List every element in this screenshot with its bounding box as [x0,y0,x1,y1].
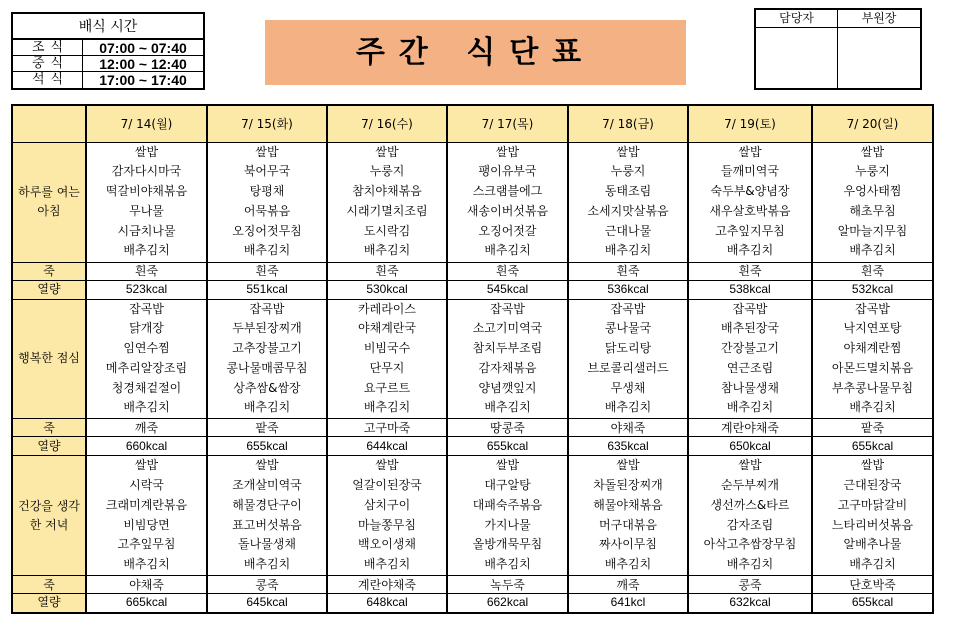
menu-item: 잡곡밥 [129,301,164,316]
porridge-cell: 계란야채죽 [327,576,447,594]
day-header-cell: 7/ 16(수) [327,105,447,142]
menu-item: 탕평채 [249,184,285,199]
menu-item: 잡곡밥 [249,301,285,316]
meal-cell [688,142,812,262]
meal-cell [812,456,933,576]
menu-item: 상추쌈&쌈장 [233,380,301,395]
menu-item: 순두부찌개 [721,478,779,493]
menu-item: 머구대볶음 [599,517,657,532]
menu-item: 쌀밥 [860,144,885,159]
meal-cell [568,456,688,576]
meal-cell [86,142,207,262]
meal-cell [207,299,327,419]
menu-item: 간장불고기 [721,341,779,356]
menu-item: 배추김치 [726,557,774,572]
menu-item: 닭개장 [129,321,164,336]
menu-item: 배추김치 [243,243,291,258]
approval-header-director: 부원장 [838,10,920,28]
menu-item: 잡곡밥 [855,301,890,316]
porridge-cell: 깨죽 [568,576,688,594]
menu-item: 쌀밥 [134,458,159,473]
porridge-cell: 흰죽 [688,262,812,280]
meal-cell [688,456,812,576]
menu-item: 배추김치 [849,557,896,572]
day-header-cell: 7/ 20(일) [812,105,933,142]
kcal-cell: 655kcal [812,437,933,456]
menu-item: 시락국 [129,478,164,493]
meal-cell [86,456,207,576]
meal-row [12,456,933,576]
menu-item: 소고기미역국 [472,321,543,336]
menu-item: 쌀밥 [495,144,520,159]
menu-item: 북어무국 [243,164,291,179]
menu-item: 가지나물 [484,517,531,532]
kcal-cell: 538kcal [688,280,812,299]
porridge-row [12,576,933,594]
meal-cell [447,299,568,419]
menu-item: 무나물 [129,203,164,218]
menu-item: 쌀밥 [495,458,520,473]
menu-item: 숙두부&양념장 [710,184,790,199]
meal-cell [447,456,568,576]
meal-time-label: 중식 [13,56,83,71]
menu-item: 잡곡밥 [610,301,646,316]
porridge-cell: 깨죽 [86,419,207,437]
menu-item: 동태조림 [604,184,652,199]
menu-item: 쌀밥 [738,458,762,473]
kcal-cell: 536kcal [568,280,688,299]
porridge-cell: 흰죽 [207,262,327,280]
porridge-label: 죽 [12,419,86,437]
kcal-cell: 655kcal [812,594,933,613]
kcal-label: 열량 [12,594,86,613]
menu-item: 배추김치 [123,400,170,415]
menu-item: 콩나물매콤무침 [226,360,308,375]
menu-item: 느타리버섯볶음 [831,517,914,532]
menu-item: 배추김치 [484,557,531,572]
menu-item: 콩나물국 [604,321,652,336]
menu-item: 떡갈비야채볶음 [105,184,188,199]
meal-cell [207,456,327,576]
porridge-label: 죽 [12,262,86,280]
menu-item: 고추잎지무침 [715,223,785,238]
menu-item: 야채계란국 [358,321,416,336]
menu-item: 배추김치 [243,557,291,572]
menu-item: 두부된장찌개 [232,321,302,336]
menu-item: 쌀밥 [255,458,279,473]
menu-item: 차돌된장찌개 [593,478,663,493]
kcal-row [12,280,933,299]
meal-cell [327,456,447,576]
meal-time-row-dinner [13,72,203,88]
menu-item: 임연수찜 [123,341,170,356]
porridge-cell: 콩죽 [207,576,327,594]
kcal-label: 열량 [12,437,86,456]
menu-item: 감자채볶음 [478,360,537,375]
porridge-cell: 계란야채죽 [688,419,812,437]
meal-row [12,299,933,419]
meal-time-box [11,12,205,90]
menu-item: 요구르트 [363,380,411,395]
menu-item: 쌀밥 [616,144,640,159]
meal-time-value: 17:00 ~ 17:40 [99,72,187,88]
day-header-cell: 7/ 17(목) [447,105,568,142]
menu-item: 해물경단구이 [232,497,302,512]
porridge-row [12,262,933,280]
menu-item: 청경채겉절이 [111,380,182,395]
menu-item: 배추김치 [363,400,411,415]
kcal-row [12,437,933,456]
kcal-label: 열량 [12,280,86,299]
menu-item: 해물야채볶음 [593,497,663,512]
corner-cell [12,105,86,142]
approval-column [838,10,920,88]
porridge-cell: 팥죽 [207,419,327,437]
menu-item: 오징어젓무침 [232,223,302,238]
kcal-cell: 551kcal [207,280,327,299]
menu-item: 누룽지 [610,164,646,179]
menu-item: 새우살호박볶음 [709,203,791,218]
menu-item: 잡곡밥 [490,301,525,316]
meal-cell [327,299,447,419]
meal-cell [207,142,327,262]
approval-box [754,8,922,90]
menu-item: 쌀밥 [860,458,885,473]
menu-item: 쌀밥 [375,458,399,473]
porridge-cell: 흰죽 [447,262,568,280]
meal-section-label: 하루를 여는 아침 [12,142,86,262]
menu-item: 고추잎무침 [117,537,176,552]
meal-time-label: 조식 [13,40,83,55]
kcal-cell: 650kcal [688,437,812,456]
menu-item: 쌀밥 [738,144,762,159]
menu-item: 아삭고추쌈장무침 [703,537,797,552]
menu-item: 메추리알장조림 [105,360,188,375]
approval-sign-area [838,28,920,88]
menu-item: 참치야채볶음 [352,184,422,199]
porridge-cell: 야채죽 [568,419,688,437]
menu-item: 시래기멸치조림 [346,203,428,218]
weekly-menu-table [11,104,934,614]
kcal-cell: 532kcal [812,280,933,299]
kcal-cell: 523kcal [86,280,207,299]
menu-item: 단무지 [369,360,405,375]
menu-item: 고추장불고기 [232,341,302,356]
meal-section-label: 건강을 생각한 저녁 [12,456,86,576]
approval-header-staff: 담당자 [756,10,837,28]
kcal-cell: 635kcal [568,437,688,456]
menu-item: 우엉사태찜 [843,184,902,199]
kcal-cell: 641kcl [568,594,688,613]
page-title: 주간 식단표 [265,20,686,85]
menu-item: 배추김치 [123,557,170,572]
menu-item: 스크램블에그 [472,184,543,199]
menu-item: 배추김치 [363,243,411,258]
porridge-cell: 고구마죽 [327,419,447,437]
meal-cell [86,299,207,419]
menu-item: 참나물생채 [721,380,779,395]
meal-time-value: 07:00 ~ 07:40 [99,40,187,56]
menu-item: 쌀밥 [616,458,640,473]
approval-column [756,10,838,88]
menu-item: 마늘쫑무침 [358,517,416,532]
kcal-cell: 632kcal [688,594,812,613]
porridge-cell: 야채죽 [86,576,207,594]
menu-item: 닭도리탕 [604,341,652,356]
menu-item: 감자조림 [726,517,774,532]
menu-item: 누룽지 [369,164,405,179]
menu-item: 무생채 [610,380,646,395]
menu-item: 대패숙주볶음 [472,497,543,512]
meal-cell [568,142,688,262]
meal-cell [447,142,568,262]
porridge-cell: 흰죽 [812,262,933,280]
menu-item: 배추된장국 [721,321,779,336]
menu-item: 새송이버섯볶음 [466,203,549,218]
menu-item: 쌀밥 [255,144,279,159]
menu-item: 크래미계란볶음 [105,497,188,512]
menu-item: 배추김치 [243,400,291,415]
kcal-cell: 530kcal [327,280,447,299]
menu-item: 조개살미역국 [232,478,302,493]
menu-item: 알배추나물 [843,537,902,552]
porridge-cell: 흰죽 [568,262,688,280]
porridge-cell: 단호박죽 [812,576,933,594]
menu-item: 배추김치 [484,400,531,415]
menu-item: 연근조림 [726,360,774,375]
menu-item: 알마늘지무침 [837,223,908,238]
meal-time-title: 배식 시간 [13,14,203,40]
menu-item: 배추김치 [123,243,170,258]
meal-section-label: 행복한 점심 [12,299,86,419]
meal-cell [327,142,447,262]
menu-item: 근대나물 [604,223,652,238]
menu-item: 아몬드멸치볶음 [831,360,914,375]
menu-item: 백오이생채 [358,537,416,552]
menu-item: 브로콜리샐러드 [587,360,669,375]
menu-item: 카레라이스 [358,301,416,316]
kcal-cell: 644kcal [327,437,447,456]
menu-item: 양념깻잎지 [478,380,537,395]
menu-item: 배추김치 [726,400,774,415]
porridge-row [12,419,933,437]
menu-item: 대구알탕 [484,478,531,493]
meal-cell [688,299,812,419]
menu-item: 짜사이무침 [599,537,657,552]
menu-item: 오징어젓갈 [478,223,537,238]
porridge-label: 죽 [12,576,86,594]
kcal-cell: 545kcal [447,280,568,299]
meal-cell [812,142,933,262]
menu-item: 야채계란찜 [843,341,902,356]
menu-item: 잡곡밥 [732,301,768,316]
menu-item: 돌나물생채 [238,537,296,552]
menu-item: 쌀밥 [134,144,159,159]
porridge-cell: 팥죽 [812,419,933,437]
porridge-cell: 콩죽 [688,576,812,594]
menu-item: 팽이유부국 [478,164,537,179]
porridge-cell: 흰죽 [327,262,447,280]
day-header-cell: 7/ 19(토) [688,105,812,142]
menu-item: 배추김치 [484,243,531,258]
menu-item: 감자다시마국 [111,164,182,179]
meal-cell [568,299,688,419]
meal-row [12,142,933,262]
porridge-cell: 땅콩죽 [447,419,568,437]
meal-time-row-lunch [13,56,203,72]
day-header-cell: 7/ 14(월) [86,105,207,142]
menu-item: 배추김치 [363,557,411,572]
menu-item: 얼갈이된장국 [352,478,422,493]
kcal-cell: 660kcal [86,437,207,456]
menu-item: 어묵볶음 [243,203,291,218]
menu-item: 배추김치 [604,557,652,572]
menu-item: 시금치나물 [117,223,176,238]
day-header-row [12,105,933,142]
menu-item: 배추김치 [849,400,896,415]
menu-item: 비빔국수 [363,341,411,356]
day-header-cell: 7/ 18(금) [568,105,688,142]
kcal-cell: 655kcal [207,437,327,456]
menu-item: 누룽지 [855,164,890,179]
kcal-cell: 665kcal [86,594,207,613]
menu-item: 낙지연포탕 [843,321,902,336]
menu-item: 삼치구이 [363,497,411,512]
meal-time-row-breakfast [13,40,203,56]
kcal-cell: 648kcal [327,594,447,613]
menu-item: 부추콩나물무침 [831,380,914,395]
menu-item: 표고버섯볶음 [232,517,302,532]
porridge-cell: 녹두죽 [447,576,568,594]
menu-item: 도시락김 [363,223,411,238]
kcal-cell: 662kcal [447,594,568,613]
menu-item: 참치두부조림 [472,341,543,356]
menu-item: 배추김치 [604,243,652,258]
menu-item: 배추김치 [604,400,652,415]
menu-item: 배추김치 [726,243,774,258]
approval-sign-area [756,28,837,88]
menu-item: 올방개묵무침 [472,537,543,552]
menu-item: 해초무침 [849,203,896,218]
day-header-cell: 7/ 15(화) [207,105,327,142]
menu-item: 생선까스&타르 [710,497,790,512]
menu-item: 근대된장국 [843,478,902,493]
menu-item: 배추김치 [849,243,896,258]
meal-cell [812,299,933,419]
porridge-cell: 흰죽 [86,262,207,280]
menu-item: 소세지맛살볶음 [587,203,669,218]
menu-item: 비빔당면 [123,517,170,532]
kcal-cell: 645kcal [207,594,327,613]
menu-item: 고구마닭갈비 [837,497,908,512]
menu-item: 들깨미역국 [721,164,779,179]
meal-time-value: 12:00 ~ 12:40 [99,56,187,72]
kcal-cell: 655kcal [447,437,568,456]
menu-item: 쌀밥 [375,144,399,159]
meal-time-label: 석식 [13,72,83,88]
kcal-row [12,594,933,613]
